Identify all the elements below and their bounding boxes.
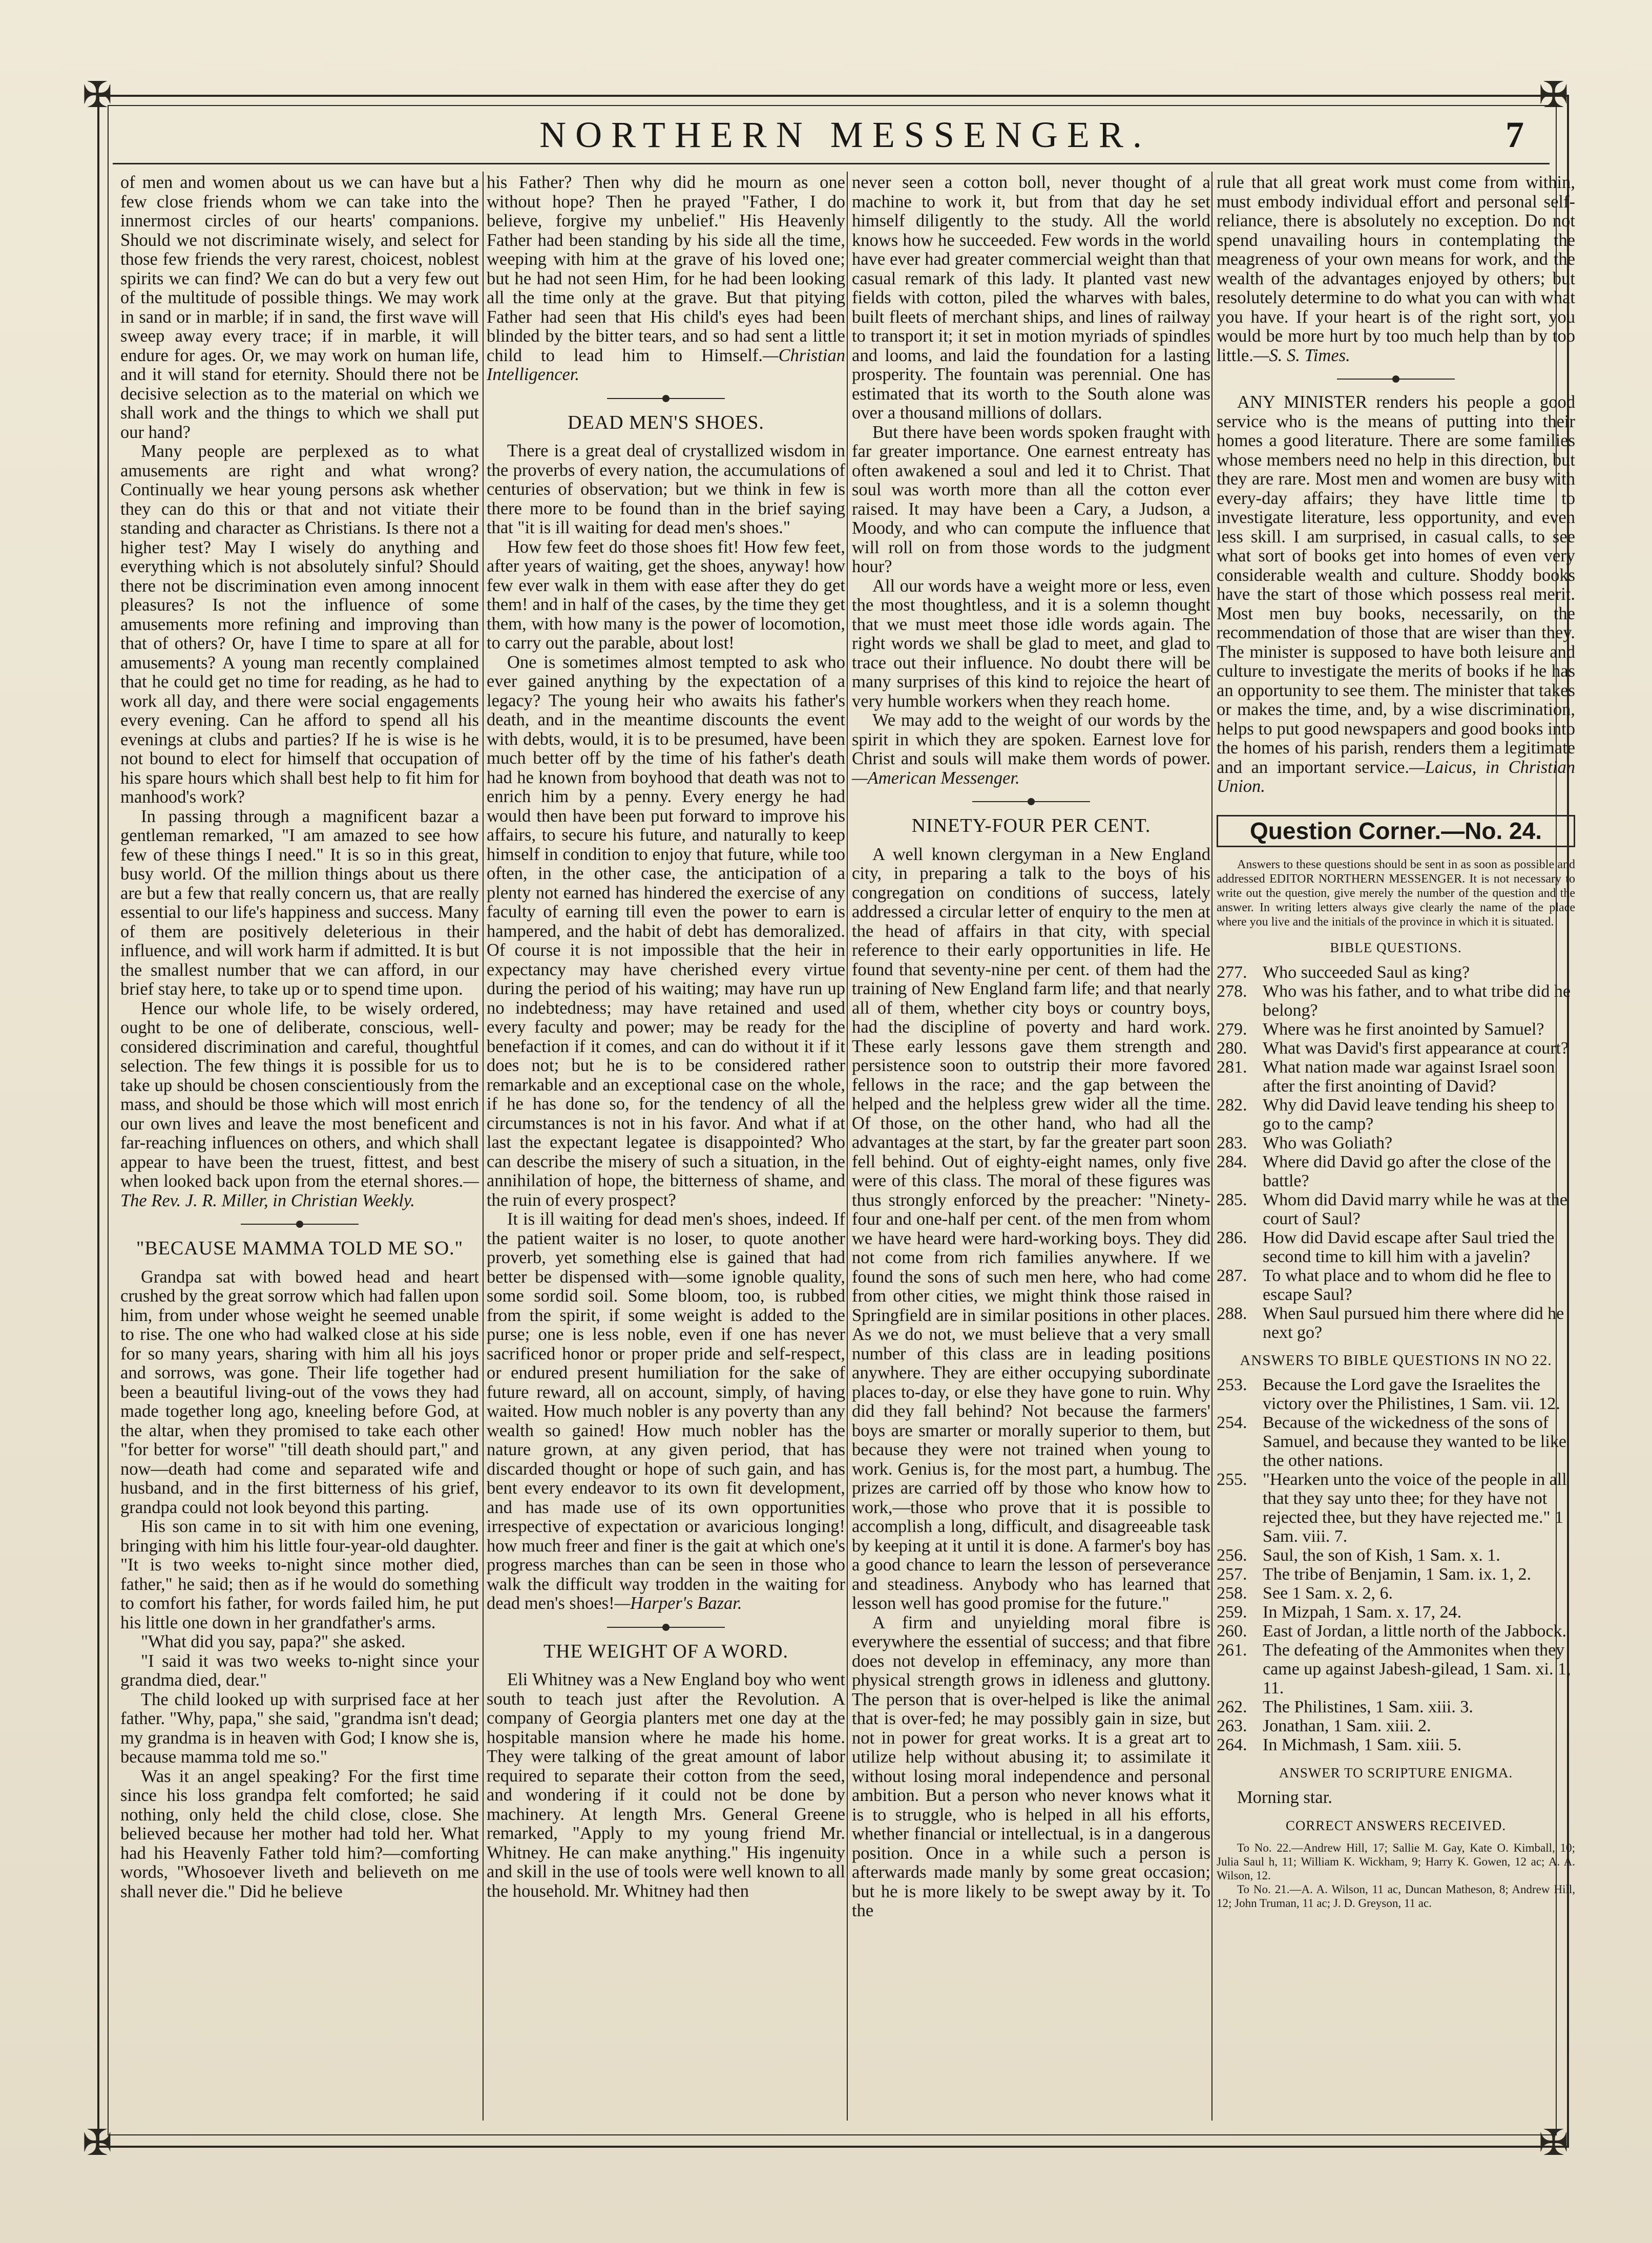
answer-item bbox=[1217, 1546, 1575, 1565]
article-paragraph: We may add to the weight of our words by the spirit in which they are spoken. Earnest love for Christ and souls will make them words of power.—American Messenger. bbox=[852, 710, 1210, 788]
correct-answers-22: To No. 22.—Andrew Hill, 17; Sallie M. Gay, Kate O. Kimball, 10; Julia Saul h, 11; William K. Wickham, 9; Harry K. Gowen, 12 ac; A. A. Wilson, 12. bbox=[1217, 1841, 1575, 1882]
answers-list bbox=[1217, 1375, 1575, 1754]
question-item bbox=[1217, 1039, 1575, 1058]
answer-number: 262. bbox=[1217, 1697, 1247, 1716]
question-number: 286. bbox=[1217, 1228, 1247, 1247]
article-paragraph: A well known clergyman in a New England city, in preparing a talk to the boys of his congregation on conditions of success, lately addressed a circular letter of enquiry to the men at the head of affairs in that city, with special reference to their early opportunities in life. He found that seventy-nine per cent. of them had the training of New England farm life; and that nearly all of them, whether city boys or country boys, had the discipline of poverty and hard work. These early lessons gave them strength and persistence soon to outstrip their more favored fellows in the race; and the gap between the helped and the helpless grew wider all the time. Of those, on the other hand, who had all the advantages at the start, by far the greater part soon fell behind. Out of eighty-eight names, only five were of this class. The moral of these figures was thus strongly enforced by the preacher: "Ninety-four and one-half per cent. of the men from whom we have heard were hard-working boys. They did not come from rich families anywhere. If we found the sons of such men here, who had come from other cities, we might think those raised in Springfield are in similar positions in other places. As we do not, we must believe that a very small number of this class are in leading positions anywhere. They are either occupying subordinate places to-day, or else they have gone to ruin. Why did they fall behind? Not because the farmers' boys are smarter or morally superior to them, but because they were not trained when young to work. Genius is, for the most part, a humbug. The prizes are carried off by those who know how to work,—those who prove that it is possible to accomplish a long, difficult, and disagreeable task by keeping at it until it is done. A farmer's boy has a good chance to learn the lesson of perseverance and steadiness. Anybody who has learned that lesson well has good promise for the future." bbox=[852, 844, 1210, 1613]
article-paragraph: One is sometimes almost tempted to ask who ever gained anything by the expectation of a legacy? The young heir who awaits his father's death, and in the meantime discounts the event with debts, would, it is to be presumed, have been much better off by the time of his father's death had he known from boyhood that death was not to enrich him by a penny. Every energy he had would then have been put forward to improve his affairs, to secure his future, and naturally to keep himself in condition to enjoy that future, while too often, in the other case, the anticipation of a plenty not earned has hindered the exercise of any faculty of earning till even the power to earn is hampered, and the habit of debt has demoralized. Of course it is not impossible that the heir in expectancy may have cherished every virtue during the period of his waiting; may have run up no indebtedness; may have retained and used every faculty and power; may be ready for the benefaction if it comes, and can do without it if it does not; but he is to be considered rather remarkable and an exceptional case on the whole, if he has done so, for the tendency of all the circumstances is not in his favor. And what if at last the expectant legatee is disappointed? Who can describe the misery of such a situation, in the annihilation of hope, the bitterness of shame, and the ruin of every prospect? bbox=[487, 652, 845, 1210]
article-paragraph: All our words have a weight more or less, even the most thoughtless, and it is a solemn thought that we must meet those idle words again. The right words we shall be glad to meet, and glad to trace out their influence. No doubt there will be many surprises of this kind to rejoice the heart of very humble workers when they reach home. bbox=[852, 576, 1210, 711]
column-2 bbox=[487, 173, 845, 1901]
question-item bbox=[1217, 1096, 1575, 1134]
question-number: 283. bbox=[1217, 1133, 1247, 1152]
question-item bbox=[1217, 982, 1575, 1020]
question-item bbox=[1217, 963, 1575, 982]
answer-item bbox=[1217, 1641, 1575, 1697]
article-heading: "BECAUSE MAMMA TOLD ME SO." bbox=[136, 1238, 464, 1259]
answer-number: 258. bbox=[1217, 1584, 1247, 1603]
article-paragraph: In passing through a magnificent bazar a gentleman remarked, "I am amazed to see how few of these things I need." It is so in this great, busy world. Of the million things about us there are but a few that really concern us, that are really essential to our life's happiness and success. Many of them are positively deleterious in their influence, and will work harm if admitted. It is but the smallest number that we can afford, in our brief stay here, to take up or to spend time upon. bbox=[120, 806, 479, 999]
article-paragraph: But there have been words spoken fraught with far greater importance. One earnest entreaty has often awakened a soul and led it to Christ. That soul was worth more than all the cotton ever raised. It may have been a Cary, a Judson, a Moody, and who can compute the influence that will roll on from those words to the judgment hour? bbox=[852, 422, 1210, 576]
answer-text: In Michmash, 1 Sam. xiii. 5. bbox=[1263, 1735, 1462, 1754]
answer-item bbox=[1217, 1716, 1575, 1735]
question-number: 284. bbox=[1217, 1152, 1247, 1171]
article-separator bbox=[607, 1627, 725, 1628]
answer-item bbox=[1217, 1603, 1575, 1622]
column-3 bbox=[852, 173, 1210, 1921]
answer-text: The Philistines, 1 Sam. xiii. 3. bbox=[1263, 1697, 1473, 1716]
article-paragraph: of men and women about us we can have but a few close friends whom we can take into the innermost circles of our hearts' companions. Should we not discriminate wisely, and select for those few friends the very rarest, choicest, noblest spirits we can find? We can do but a very few out of the multitude of possible things. We may work in sand or in marble; if in sand, the first wave will sweep away every trace; if in marble, it will endure for ages. Or, we may work on human life, and it will stand for eternity. Should there not be decisive selection as to the material on which we shall work and the things to which we shall put our hand? bbox=[120, 173, 479, 442]
question-text: Whom did David marry while he was at the court of Saul? bbox=[1263, 1190, 1567, 1228]
question-number: 282. bbox=[1217, 1095, 1247, 1115]
question-text: Where did David go after the close of the battle? bbox=[1263, 1152, 1551, 1190]
question-item bbox=[1217, 1228, 1575, 1266]
corner-ornament-icon: ✠ bbox=[82, 74, 113, 116]
column-rule bbox=[1211, 172, 1212, 2121]
corner-ornament-icon: ✠ bbox=[1538, 2122, 1569, 2164]
question-number: 281. bbox=[1217, 1057, 1247, 1077]
corner-ornament-icon: ✠ bbox=[1538, 74, 1569, 116]
article-separator bbox=[241, 1224, 359, 1225]
answer-number: 255. bbox=[1217, 1470, 1247, 1489]
bible-questions-list bbox=[1217, 963, 1575, 1342]
article-attribution: —The Rev. J. R. Miller, in Christian Weekly. bbox=[120, 1171, 479, 1210]
article-attribution: —S. S. Times. bbox=[1253, 345, 1350, 365]
article-paragraph: There is a great deal of crystallized wisdom in the proverbs of every nation, the accumulations of centuries of observation; but we think in few is there more to be found than in the brief saying that "it is ill waiting for dead men's shoes." bbox=[487, 441, 845, 537]
question-number: 279. bbox=[1217, 1019, 1247, 1039]
answer-text: The tribe of Benjamin, 1 Sam. ix. 1, 2. bbox=[1263, 1565, 1532, 1584]
article-paragraph: How few feet do those shoes fit! How few feet, after years of waiting, get the shoes, anyway! how few ever walk in them with ease after they do get them! and in half of the cases, by the time they get them, with how many is the power of locomotion, to carry out the parable, about lost! bbox=[487, 537, 845, 653]
answer-text: See 1 Sam. x. 2, 6. bbox=[1263, 1584, 1393, 1603]
enigma-heading: ANSWER TO SCRIPTURE ENIGMA. bbox=[1279, 1765, 1513, 1780]
question-text: To what place and to whom did he flee to escape Saul? bbox=[1263, 1266, 1552, 1304]
article-paragraph: ANY MINISTER renders his people a good service who is the means of putting into their homes a good literature. There are some families whose members need no help in this direction, but they are rare. Most men and women are busy with every-day affairs; they have little time to investigate literature, less opportunity, and even less skill. I am surprised, in casual calls, to see what sort of books get into homes of even very considerable wealth and culture. Shoddy books have the start of those which possess real merit. Most men buy books, necessarily, on the recommendation of those that are wiser than they. The minister is supposed to have both leisure and culture to investigate the merits of books if he has an opportunity to see them. The minister that takes or makes the time, and, by a wise discrimination, helps to put good newspapers and good books into the homes of his parish, renders them a legitimate and an important service.—Laicus, in Christian Union. bbox=[1217, 392, 1575, 796]
question-text: What was David's first appearance at court? bbox=[1263, 1038, 1569, 1058]
question-number: 277. bbox=[1217, 962, 1247, 982]
article-paragraph: "What did you say, papa?" she asked. bbox=[141, 1632, 406, 1651]
question-number: 287. bbox=[1217, 1266, 1247, 1285]
correct-answers-21: To No. 21.—A. A. Wilson, 11 ac, Duncan Matheson, 8; Andrew Hill, 12; John Truman, 11 ac; J. D. Greyson, 11 ac. bbox=[1217, 1882, 1575, 1910]
article-paragraph: rule that all great work must come from within, must embody individual effort and personal self-reliance, there is absolutely no exception. Do not spend unavailing hours in contemplating the meagreness of your own means for work, and the wealth of the advantages enjoyed by others; but resolutely determine to do what you can with what you have. If your heart is of the right sort, you would be more hurt by too much help than by too little.—S. S. Times. bbox=[1217, 173, 1575, 365]
article-paragraph: never seen a cotton boll, never thought of a machine to work it, but from that day he set himself diligently to the study. All the world knows how he succeeded. Few words in the world have ever had greater commercial weight than that casual remark of this lady. It planted vast new fields with cotton, piled the wharves with bales, built fleets of merchant ships, and lines of railway to transport it; it set in motion myriads of spindles and looms, and laid the foundation for a lasting prosperity. The fountain was perennial. One has estimated that its worth to the South alone was over a thousand millions of dollars. bbox=[852, 173, 1210, 423]
answer-text: Jonathan, 1 Sam. xiii. 2. bbox=[1263, 1716, 1431, 1735]
question-item bbox=[1217, 1304, 1575, 1342]
question-text: Who was his father, and to what tribe did he belong? bbox=[1263, 981, 1571, 1020]
article-separator bbox=[607, 398, 725, 399]
answers-heading: ANSWERS TO BIBLE QUESTIONS IN NO 22. bbox=[1240, 1352, 1552, 1369]
article-separator bbox=[972, 801, 1090, 802]
question-item bbox=[1217, 1020, 1575, 1039]
correct-answers-heading: CORRECT ANSWERS RECEIVED. bbox=[1285, 1818, 1507, 1833]
column-1 bbox=[120, 173, 479, 1901]
question-text: What nation made war against Israel soon after the first anointing of David? bbox=[1263, 1057, 1555, 1096]
article-paragraph: His son came in to sit with him one evening, bringing with him his little four-year-old daughter. "It is two weeks to-night since mother died, father," he said; then as if he would do something to comfort his father, for words failed him, he put his little one down in her grandfather's arms. bbox=[120, 1517, 479, 1632]
answer-number: 264. bbox=[1217, 1735, 1247, 1754]
answer-number: 260. bbox=[1217, 1622, 1247, 1641]
article-paragraph: Eli Whitney was a New England boy who went south to teach just after the Revolution. A company of Georgia planters met one day at the hospitable mansion where he made his home. They were talking of the great amount of labor required to separate their cotton from the seed, and wondering if it could not be done by machinery. At length Mrs. General Greene remarked, "Apply to my young friend Mr. Whitney. He can make anything." His ingenuity and skill in the use of tools were well known to all the household. Mr. Whitney had then bbox=[487, 1670, 845, 1901]
question-text: Who succeeded Saul as king? bbox=[1263, 962, 1470, 982]
article-paragraph: Many people are perplexed as to what amusements are right and what wrong? Continually we hear young persons ask whether they can do this or that and not vitiate their standing and character as Christians. Is there not a higher test? May I wisely do anything and everything which is not absolutely sinful? Should there not be discrimination even among innocent pleasures? Is not the influence of some amusements more refining and improving than that of others? Or, have I time to spare at all for amusements? A young man recently complained that he could get no time for reading, as he had to work all day, and there were social engagements every evening. Can he afford to spend all his evenings at clubs and parties? If he is wise is he not bound to elect for himself that occupation of his spare hours which shall best help to fit him for manhood's work? bbox=[120, 442, 479, 807]
question-text: Why did David leave tending his sheep to go to the camp? bbox=[1263, 1095, 1555, 1134]
answer-text: Because the Lord gave the Israelites the victory over the Philistines, 1 Sam. vii. 12. bbox=[1263, 1375, 1560, 1413]
article-paragraph: It is ill waiting for dead men's shoes, indeed. If the patient waiter is no loser, to quote another proverb, yet something else is gained that had better be dispensed with—some ignoble quality, some sordid soil. Some bloom, too, is rubbed from the spirit, if some weight is added to the purse; one is less noble, even if one has never sacrificed honor or proper pride and self-respect, or endured present humiliation for the sake of future reward, all on account, simply, of having waited. How much nobler is any poverty than any wealth so gained! How much nobler has the nature grown, at any given period, that has discarded thought or hope of such gain, and has bent every endeavor to its own fit development, and has made use of its own opportunities irrespective of expectation or avaricious longing! how much freer and finer is the gait at which one's progress marches than can be seen in those who walk the difficult way trodden in the waiting for dead men's shoes!—Harper's Bazar. bbox=[487, 1209, 845, 1613]
question-item bbox=[1217, 1266, 1575, 1304]
answer-number: 257. bbox=[1217, 1565, 1247, 1584]
answer-item bbox=[1217, 1470, 1575, 1546]
column-rule bbox=[847, 172, 848, 2121]
answer-text: "Hearken unto the voice of the people in all that they say unto thee; for they have not rejected thee, but they have rejected me." 1 Sam. viii. 7. bbox=[1263, 1470, 1567, 1546]
question-item bbox=[1217, 1190, 1575, 1228]
enigma-answer: Morning star. bbox=[1237, 1787, 1332, 1807]
question-text: Where was he first anointed by Samuel? bbox=[1263, 1019, 1544, 1039]
answer-number: 261. bbox=[1217, 1641, 1247, 1660]
article-paragraph: Grandpa sat with bowed head and heart crushed by the great sorrow which had fallen upon him, from under whose weight he seemed unable to rise. The one who had walked close at his side for so many years, sharing with him all his joys and sorrows, was gone. Their life together had been a beautiful living-out of the vows they had made together long ago, kneeling before God, at the altar, when they promised to take each other "for better for worse" "till death should part," and now—death had come and separated wife and husband, and in the first bitterness of his grief, grandpa could not look beyond this parting. bbox=[120, 1267, 479, 1517]
question-number: 278. bbox=[1217, 981, 1247, 1001]
bible-questions-heading: BIBLE QUESTIONS. bbox=[1330, 940, 1462, 955]
question-corner-title: Question Corner.—No. 24. bbox=[1217, 815, 1575, 848]
article-separator bbox=[1337, 379, 1455, 380]
masthead-title: NORTHERN MESSENGER. bbox=[539, 114, 1151, 155]
question-text: When Saul pursued him there where did he next go? bbox=[1263, 1304, 1564, 1342]
article-attribution: —Christian Intelligencer. bbox=[487, 345, 845, 384]
article-paragraph: A firm and unyielding moral fibre is everywhere the essential of success; and that fibre does not develop in effeminacy, any more than physical strength grows in idleness and gluttony. The person that is over-helped is like the animal that is over-fed; he may possibly gain in size, but not in power for great works. It is a great art to utilize help without abusing it; to assimilate it without losing moral independence and personal ambition. But a person who never knows what it is to struggle, who is helped in all his efforts, whether financial or intellectual, is in a dangerous position. Once in a while such a person is afterwards made manly by some great occasion; but he is more likely to be swept away by it. To the bbox=[852, 1612, 1210, 1920]
corner-ornament-icon: ✠ bbox=[82, 2122, 113, 2164]
article-paragraph: Was it an angel speaking? For the first time since his loss grandpa felt comforted; he said nothing, only held the child close, close. She believed because her mother had told her. What had his Heavenly Father told him?—comforting words, "Whosoever liveth and believeth on me shall never die." Did he believe bbox=[120, 1766, 479, 1901]
question-number: 285. bbox=[1217, 1190, 1247, 1209]
answer-item bbox=[1217, 1413, 1575, 1470]
answer-text: In Mizpah, 1 Sam. x. 17, 24. bbox=[1263, 1603, 1462, 1622]
article-paragraph: Hence our whole life, to be wisely ordered, ought to be one of deliberate, conscious, well-considered discrimination and careful, thoughtful selection. The few things it is possible for us to take up should be chosen conscientiously from the mass, and should be those which will most enrich our own lives and leave the most beneficent and far-reaching influences on others, and which shall appear to have been the truest, fittest, and best when looked back upon from the eternal shores.—The Rev. J. R. Miller, in Christian Weekly. bbox=[120, 998, 479, 1210]
answer-item bbox=[1217, 1584, 1575, 1603]
answer-number: 259. bbox=[1217, 1603, 1247, 1622]
answer-text: The defeating of the Ammonites when they came up against Jabesh-gilead, 1 Sam. xi. 1, 11. bbox=[1263, 1641, 1571, 1697]
article-attribution: —Laicus, in Christian Union. bbox=[1217, 757, 1575, 796]
article-heading: THE WEIGHT OF A WORD. bbox=[543, 1640, 789, 1662]
question-number: 280. bbox=[1217, 1038, 1247, 1058]
answer-text: Saul, the son of Kish, 1 Sam. x. 1. bbox=[1263, 1546, 1500, 1565]
article-paragraph: his Father? Then why did he mourn as one without hope? Then he prayed "Father, I do believe, forgive my unbelief." His Heavenly Father had been standing by his side all the time, weeping with him at the grave of his loved one; but he had not seen Him, for he had been looking all the time only at the grave. But that pitying Father had seen that His child's eyes had been blinded by the bitter tears, and so had sent a little child to lead him to Himself.—Christian Intelligencer. bbox=[487, 173, 845, 384]
article-attribution: —Harper's Bazar. bbox=[614, 1594, 742, 1613]
answer-number: 263. bbox=[1217, 1716, 1247, 1735]
question-item bbox=[1217, 1134, 1575, 1152]
question-text: How did David escape after Saul tried the second time to kill him with a javelin? bbox=[1263, 1228, 1555, 1266]
answer-item bbox=[1217, 1697, 1575, 1716]
article-heading: NINETY-FOUR PER CENT. bbox=[911, 815, 1151, 836]
article-attribution: —American Messenger. bbox=[852, 768, 1020, 788]
article-paragraph: The child looked up with surprised face at her father. "Why, papa," she said, "grandma isn't dead; my grandma is in heaven with God; I know she is, because mamma told me so." bbox=[120, 1689, 479, 1767]
answer-item bbox=[1217, 1735, 1575, 1754]
question-item bbox=[1217, 1058, 1575, 1096]
answer-text: East of Jordan, a little north of the Jabbock. bbox=[1263, 1622, 1566, 1641]
answer-number: 254. bbox=[1217, 1413, 1247, 1432]
article-heading: DEAD MEN'S SHOES. bbox=[568, 411, 764, 433]
answer-item bbox=[1217, 1622, 1575, 1641]
answer-number: 256. bbox=[1217, 1546, 1247, 1565]
article-paragraph: "I said it was two weeks to-night since your grandma died, dear." bbox=[120, 1651, 479, 1690]
question-item bbox=[1217, 1152, 1575, 1190]
answer-number: 253. bbox=[1217, 1375, 1247, 1394]
answer-item bbox=[1217, 1565, 1575, 1584]
column-rule bbox=[483, 172, 484, 2121]
question-corner-note: Answers to these questions should be sent in as soon as possible and addressed EDITOR NORTHERN MESSENGER. It is not necessary to write out the question, give merely the number of the question and the answer. In writing letters always give clearly the name of the place where you live and the initials of the province in which it is situated. bbox=[1217, 858, 1575, 929]
header-rule bbox=[113, 163, 1550, 164]
question-text: Who was Goliath? bbox=[1263, 1133, 1393, 1152]
question-number: 288. bbox=[1217, 1304, 1247, 1323]
column-4 bbox=[1217, 173, 1575, 1910]
answer-item bbox=[1217, 1375, 1575, 1413]
answer-text: Because of the wickedness of the sons of Samuel, and because they wanted to be like the other nations. bbox=[1263, 1413, 1566, 1470]
page-number: 7 bbox=[1505, 114, 1524, 155]
